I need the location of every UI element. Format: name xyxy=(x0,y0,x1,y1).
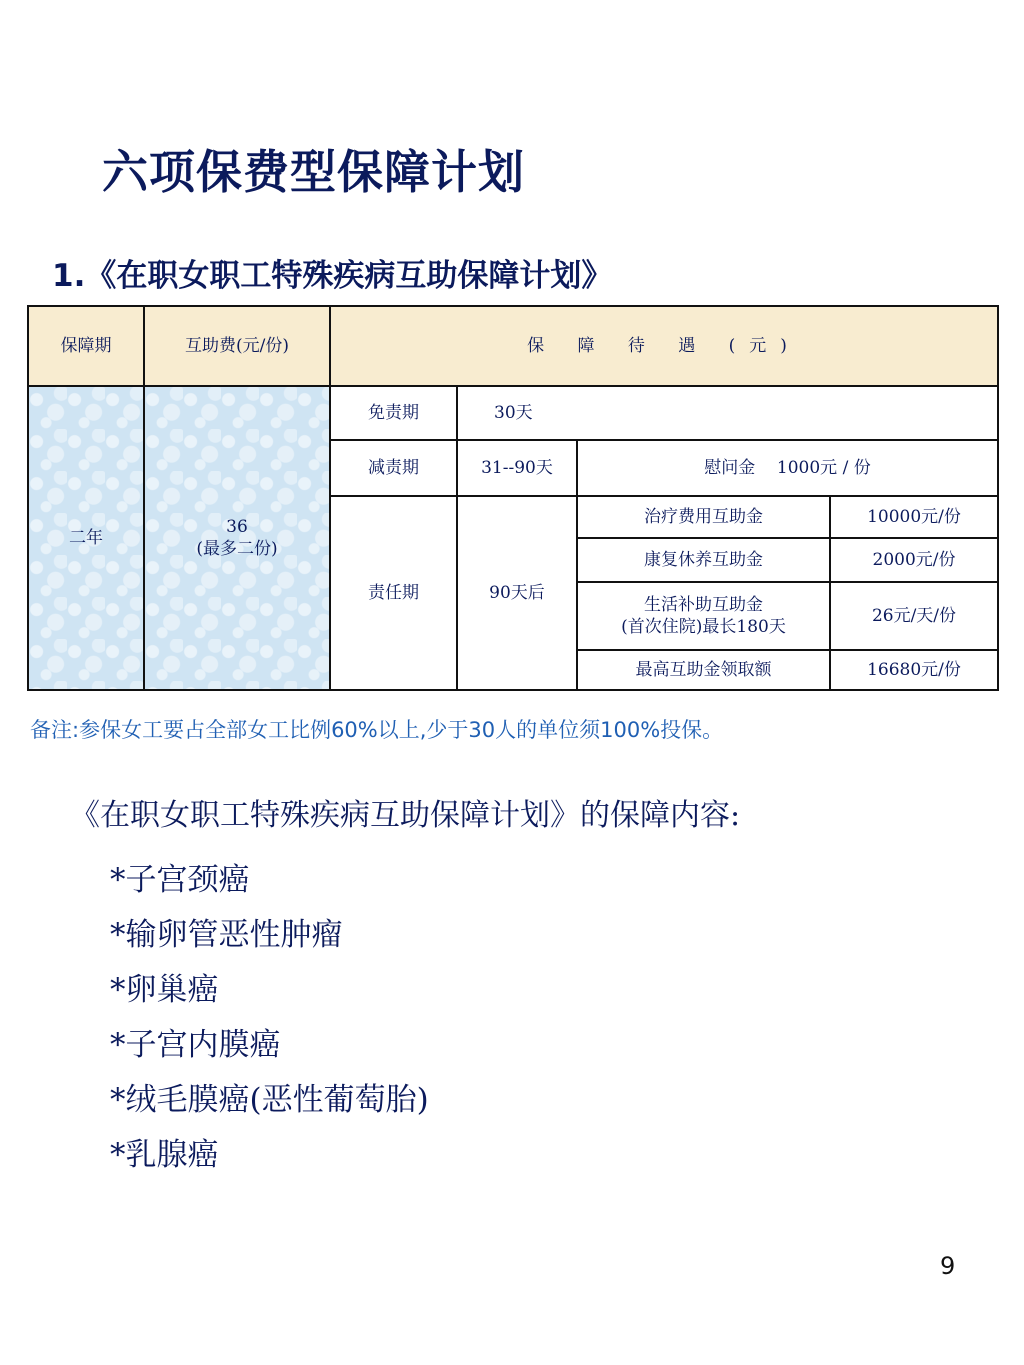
list-item: *绒毛膜癌(恶性葡萄胎) xyxy=(110,1082,429,1118)
list-item: *卵巢癌 xyxy=(110,972,219,1008)
reduced-benefit: 慰问金 1000元 / 份 xyxy=(577,440,998,496)
exempt-value: 30天 xyxy=(457,386,998,440)
header-fee: 互助费(元/份) xyxy=(144,306,330,386)
page-title: 六项保费型保障计划 xyxy=(102,145,525,199)
table-row xyxy=(28,386,998,440)
header-period: 保障期 xyxy=(28,306,144,386)
liability-label: 责任期 xyxy=(330,496,457,690)
benefit-name xyxy=(577,582,830,650)
table-header-row xyxy=(28,306,998,386)
period-value-cell: 二年 xyxy=(28,386,144,690)
benefit-table xyxy=(27,305,999,691)
content-heading: 《在职女职工特殊疾病互助保障计划》的保障内容: xyxy=(70,798,741,833)
benefit-name: 最高互助金领取额 xyxy=(577,650,830,690)
benefit-amount: 16680元/份 xyxy=(830,650,998,690)
page-number: 9 xyxy=(940,1252,956,1280)
fee-value: 36 xyxy=(226,516,248,537)
footnote: 备注:参保女工要占全部女工比例60%以上,少于30人的单位须100%投保。 xyxy=(30,718,724,742)
plan-subtitle: 1.《在职女职工特殊疾病互助保障计划》 xyxy=(52,258,613,294)
list-item: *子宫内膜癌 xyxy=(110,1027,281,1063)
fee-note: (最多二份) xyxy=(196,539,278,559)
disease-list xyxy=(110,858,429,1188)
benefit-amount: 26元/天/份 xyxy=(830,582,998,650)
fee-value-cell xyxy=(144,386,330,690)
exempt-label: 免责期 xyxy=(330,386,457,440)
list-item: *子宫颈癌 xyxy=(110,862,250,898)
liability-value: 90天后 xyxy=(457,496,577,690)
reduced-label: 减责期 xyxy=(330,440,457,496)
reduced-value: 31--90天 xyxy=(457,440,577,496)
benefit-name: 治疗费用互助金 xyxy=(577,496,830,538)
benefit-name-line2: (首次住院)最长180天 xyxy=(621,617,786,637)
header-benefits: 保 障 待 遇 (元) xyxy=(330,306,998,386)
benefit-amount: 10000元/份 xyxy=(830,496,998,538)
list-item: *乳腺癌 xyxy=(110,1137,219,1173)
list-item: *输卵管恶性肿瘤 xyxy=(110,917,343,953)
benefit-name: 康复休养互助金 xyxy=(577,538,830,582)
benefit-amount: 2000元/份 xyxy=(830,538,998,582)
benefit-name-line1: 生活补助互助金 xyxy=(644,594,763,615)
